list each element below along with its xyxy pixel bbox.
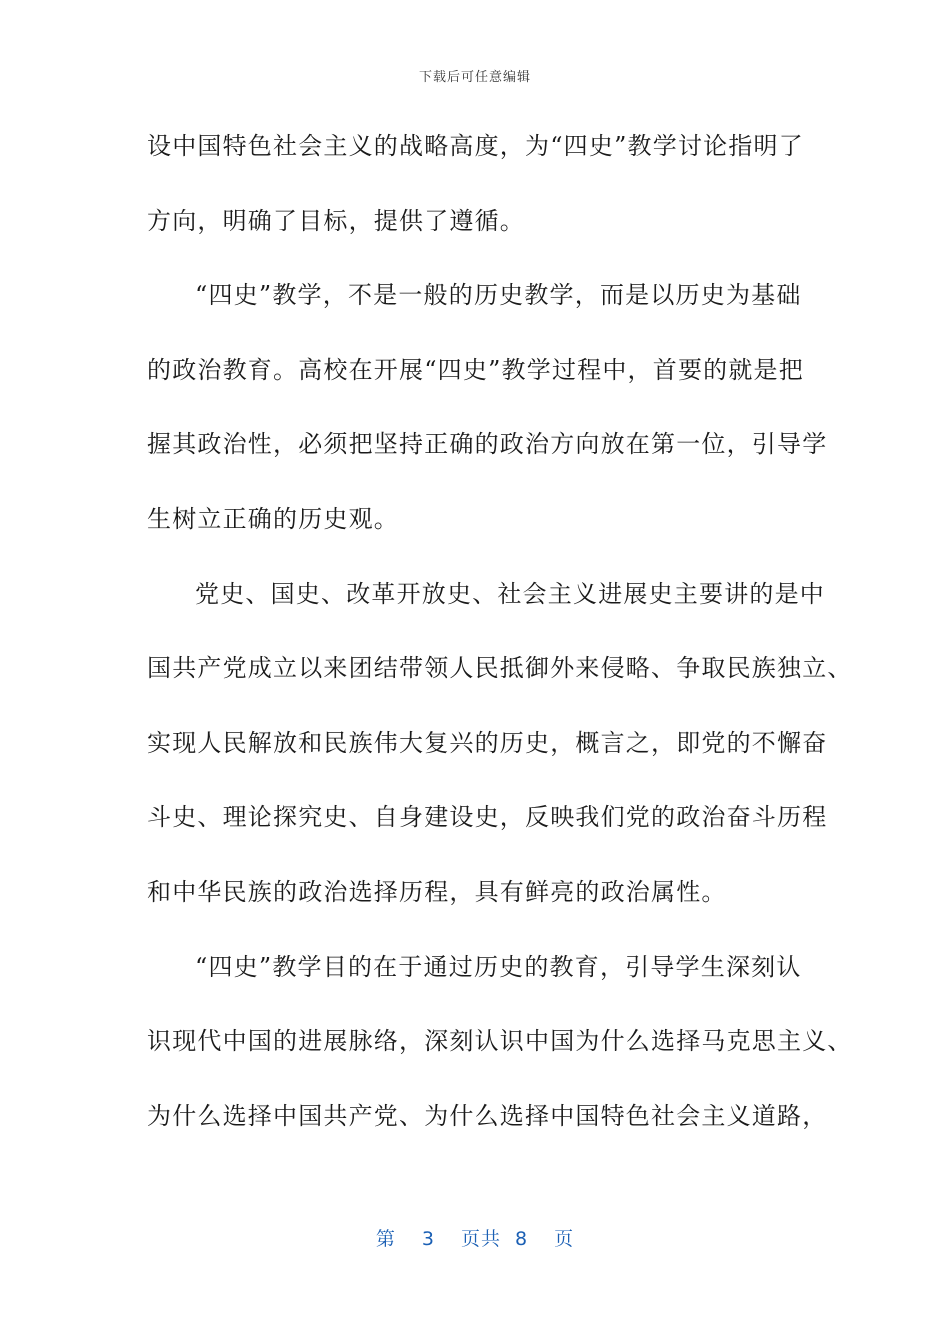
text-line: 国共产党成立以来团结带领人民抵御外来侵略、争取民族独立、 (147, 654, 853, 683)
text-line: 识现代中国的进展脉络，深刻认识中国为什么选择马克思主义、 (147, 1027, 853, 1056)
paragraph-start-line: “四史”教学，不是一般的历史教学，而是以历史为基础 (195, 281, 802, 310)
text-line: 为什么选择中国共产党、为什么选择中国特色社会主义道路， (147, 1101, 828, 1130)
text-line: 实现人民解放和民族伟大复兴的历史，概言之，即党的不懈奋 (147, 728, 828, 757)
text-line: 方向，明确了目标，提供了遵循。 (147, 206, 525, 235)
text-line: 握其政治性，必须把坚持正确的政治方向放在第一位，引导学 (147, 430, 828, 459)
page-footer (0, 1224, 950, 1251)
text-line: 生树立正确的历史观。 (147, 504, 399, 533)
page-header: 下载后可任意编辑 (418, 70, 531, 85)
paragraph-start-line: “四史”教学目的在于通过历史的教育，引导学生深刻认 (195, 952, 802, 981)
footer-middle: 页共 (460, 1228, 501, 1250)
footer-prefix: 第 (375, 1228, 396, 1250)
footer-current-page: 3 (421, 1228, 435, 1250)
text-line: 设中国特色社会主义的战略高度，为“四史”教学讨论指明了 (147, 132, 804, 160)
document-body (147, 109, 853, 1153)
footer-suffix: 页 (554, 1228, 575, 1250)
text-line: 斗史、理论探究史、自身建设史，反映我们党的政治奋斗历程 (147, 803, 828, 832)
text-line: 和中华民族的政治选择历程，具有鲜亮的政治属性。 (147, 877, 727, 906)
footer-total-pages: 8 (515, 1228, 529, 1250)
paragraph-start-line: 党史、国史、改革开放史、社会主义进展史主要讲的是中 (195, 579, 825, 608)
text-line: 的政治教育。高校在开展“四史”教学过程中，首要的就是把 (147, 355, 804, 384)
